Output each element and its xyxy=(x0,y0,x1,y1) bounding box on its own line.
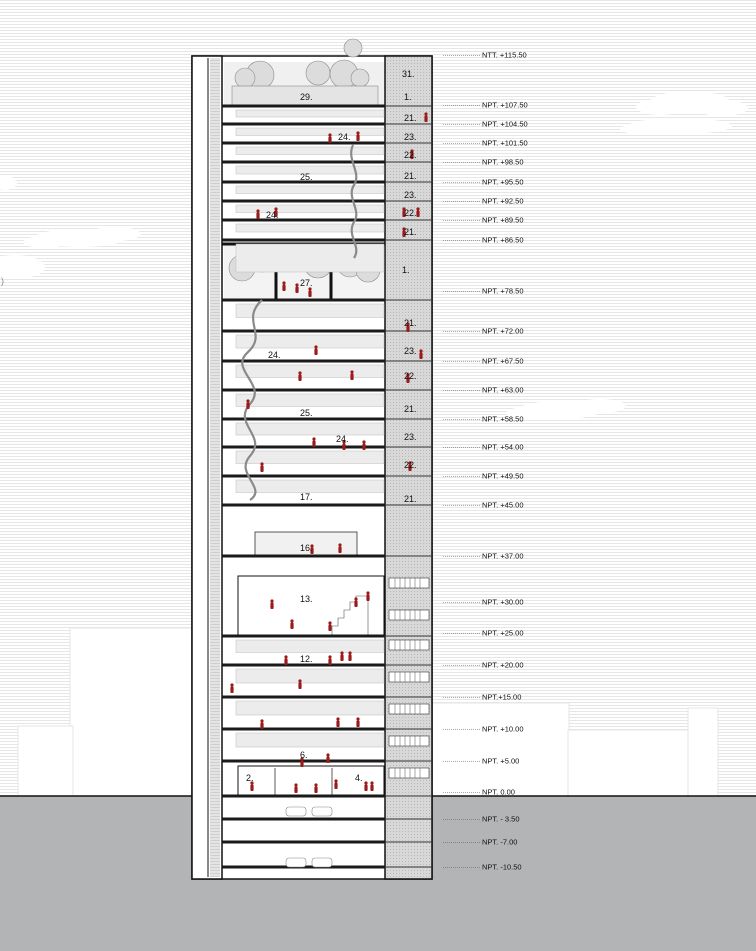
level-label: NPT. +86.50 xyxy=(482,235,524,245)
office-zone xyxy=(236,640,384,653)
level-label: NPT. +72.00 xyxy=(482,326,524,336)
slab xyxy=(222,446,385,449)
wall-hatch xyxy=(210,58,220,877)
room-label: 13. xyxy=(300,594,313,604)
person-figure xyxy=(350,370,353,380)
level-label: NPT. - 3.50 xyxy=(482,814,520,824)
level-label: NPT.+15.00 xyxy=(482,692,522,702)
slab xyxy=(222,239,385,242)
person-figure xyxy=(298,371,301,381)
office-zone xyxy=(236,669,384,683)
office-zone xyxy=(236,480,384,493)
person-figure xyxy=(364,781,367,791)
level-label: NPT. +89.50 xyxy=(482,215,524,225)
event-hall xyxy=(238,576,384,636)
person-figure xyxy=(336,717,339,727)
slab xyxy=(222,818,385,821)
level-label: NPT. +49.50 xyxy=(482,471,524,481)
level-label: NPT. +98.50 xyxy=(482,157,524,167)
office-zone xyxy=(236,701,384,715)
slab xyxy=(222,200,385,203)
level-label: NPT. +67.50 xyxy=(482,356,524,366)
person-figure xyxy=(356,717,359,727)
room-label: 22. xyxy=(404,460,417,470)
level-label: NPT. +58.50 xyxy=(482,414,524,424)
level-label: NPT. +30.00 xyxy=(482,597,524,607)
person-figure xyxy=(246,399,249,409)
person-figure xyxy=(256,209,259,219)
slab xyxy=(222,142,385,145)
level-label: NTT. +115.50 xyxy=(482,50,527,60)
level-label: NPT. 0.00 xyxy=(482,787,515,797)
person-figure xyxy=(348,651,351,661)
person-figure xyxy=(362,440,365,450)
level-label: NPT. -7.00 xyxy=(482,837,518,847)
person-figure xyxy=(328,655,331,665)
room-label: 2. xyxy=(246,773,254,783)
room-label: 17. xyxy=(300,492,313,502)
room-label: 22. xyxy=(404,371,417,381)
person-figure xyxy=(338,543,341,553)
room-label: 1. xyxy=(404,92,412,102)
person-figure xyxy=(314,345,317,355)
level-label: NPT. +20.00 xyxy=(482,660,524,670)
slab xyxy=(222,299,385,302)
room-label: 27. xyxy=(300,278,313,288)
office-zone xyxy=(236,224,384,232)
office-zone xyxy=(236,304,384,318)
person-figure xyxy=(419,349,422,359)
slab xyxy=(222,330,385,333)
slab xyxy=(222,161,385,164)
level-label: NPT. +25.00 xyxy=(482,628,524,638)
person-figure xyxy=(354,597,357,607)
room-label: 23. xyxy=(404,432,417,442)
room-label: 16. xyxy=(300,543,313,553)
room-label: 21. xyxy=(404,171,417,181)
level-label: NPT. +104.50 xyxy=(482,119,528,129)
room-label: 23. xyxy=(404,346,417,356)
slab xyxy=(222,696,385,699)
room-label: 4. xyxy=(355,773,363,783)
room-label: 21. xyxy=(404,113,417,123)
office-zone xyxy=(236,394,384,407)
person-figure xyxy=(314,783,317,793)
room-label: 25. xyxy=(300,172,313,182)
slab xyxy=(222,504,385,507)
floor-zones xyxy=(236,110,384,747)
room-label: 23. xyxy=(404,132,417,142)
room-label: 25. xyxy=(300,408,313,418)
office-zone xyxy=(236,110,384,117)
person-figure xyxy=(270,599,273,609)
person-figure xyxy=(260,462,263,472)
person-figure xyxy=(260,719,263,729)
person-figure xyxy=(370,781,373,791)
room-label: 24. xyxy=(268,350,281,360)
level-label: NPT. +45.00 xyxy=(482,500,524,510)
office-zone xyxy=(236,365,384,378)
person-figure xyxy=(230,683,233,693)
room-label: 21. xyxy=(404,494,417,504)
person-figure xyxy=(298,679,301,689)
room-label: 21. xyxy=(404,227,417,237)
room-label: 1. xyxy=(402,265,410,275)
person-figure xyxy=(308,287,311,297)
level-label: NPT. +10.00 xyxy=(482,724,524,734)
person-figure xyxy=(326,753,329,763)
office-zone xyxy=(236,335,384,348)
slab xyxy=(222,389,385,392)
person-figure xyxy=(328,133,331,143)
person-figure xyxy=(284,655,287,665)
room-label: 21. xyxy=(404,318,417,328)
room-label: 22. xyxy=(404,150,417,160)
room-label: 12. xyxy=(300,654,313,664)
level-label: NPT. +63.00 xyxy=(482,385,524,395)
level-label: NPT. +92.50 xyxy=(482,196,524,206)
person-figure xyxy=(295,283,298,293)
room-label: 23. xyxy=(404,190,417,200)
person-figure xyxy=(282,281,285,291)
room-label: 31. xyxy=(402,69,415,79)
level-label: NPT. -10.50 xyxy=(482,862,522,872)
slab xyxy=(222,555,385,558)
person-figure xyxy=(334,779,337,789)
office-zone xyxy=(236,186,384,194)
person-figure xyxy=(328,621,331,631)
slab xyxy=(222,123,385,126)
level-label: NPT. +78.50 xyxy=(482,286,524,296)
room-label: 24. xyxy=(266,210,279,220)
office-zone xyxy=(236,733,384,747)
room-label: 24. xyxy=(336,434,349,444)
person-figure xyxy=(294,783,297,793)
room-label: 22. xyxy=(404,208,417,218)
room-label: 6. xyxy=(300,750,308,760)
person-figure xyxy=(416,207,419,217)
person-figure xyxy=(424,112,427,122)
slab xyxy=(222,475,385,478)
office-zone xyxy=(236,451,384,464)
slab xyxy=(222,360,385,363)
level-label: NPT. +107.50 xyxy=(482,100,528,110)
office-zone xyxy=(236,147,384,155)
room-label: 21. xyxy=(404,404,417,414)
slab xyxy=(222,635,385,638)
room-label: 29. xyxy=(300,92,313,102)
slab xyxy=(222,219,385,222)
slab xyxy=(222,728,385,731)
level-label: NPT. +101.50 xyxy=(482,138,528,148)
slab xyxy=(222,105,385,108)
edge-label: ) xyxy=(1,276,4,286)
room-label: 24. xyxy=(338,132,351,142)
person-figure xyxy=(366,591,369,601)
level-label: NPT. +5.00 xyxy=(482,756,520,766)
level-label: NPT. +37.00 xyxy=(482,551,524,561)
level-label: NPT. +95.50 xyxy=(482,177,524,187)
office-zone xyxy=(236,128,384,136)
person-figure xyxy=(356,131,359,141)
person-figure xyxy=(290,619,293,629)
slab xyxy=(222,841,385,844)
person-figure xyxy=(312,437,315,447)
level-label: NPT. +54.00 xyxy=(482,442,524,452)
office-zone xyxy=(236,244,384,272)
office-zone xyxy=(236,423,384,435)
slab xyxy=(222,795,385,798)
person-figure xyxy=(340,651,343,661)
